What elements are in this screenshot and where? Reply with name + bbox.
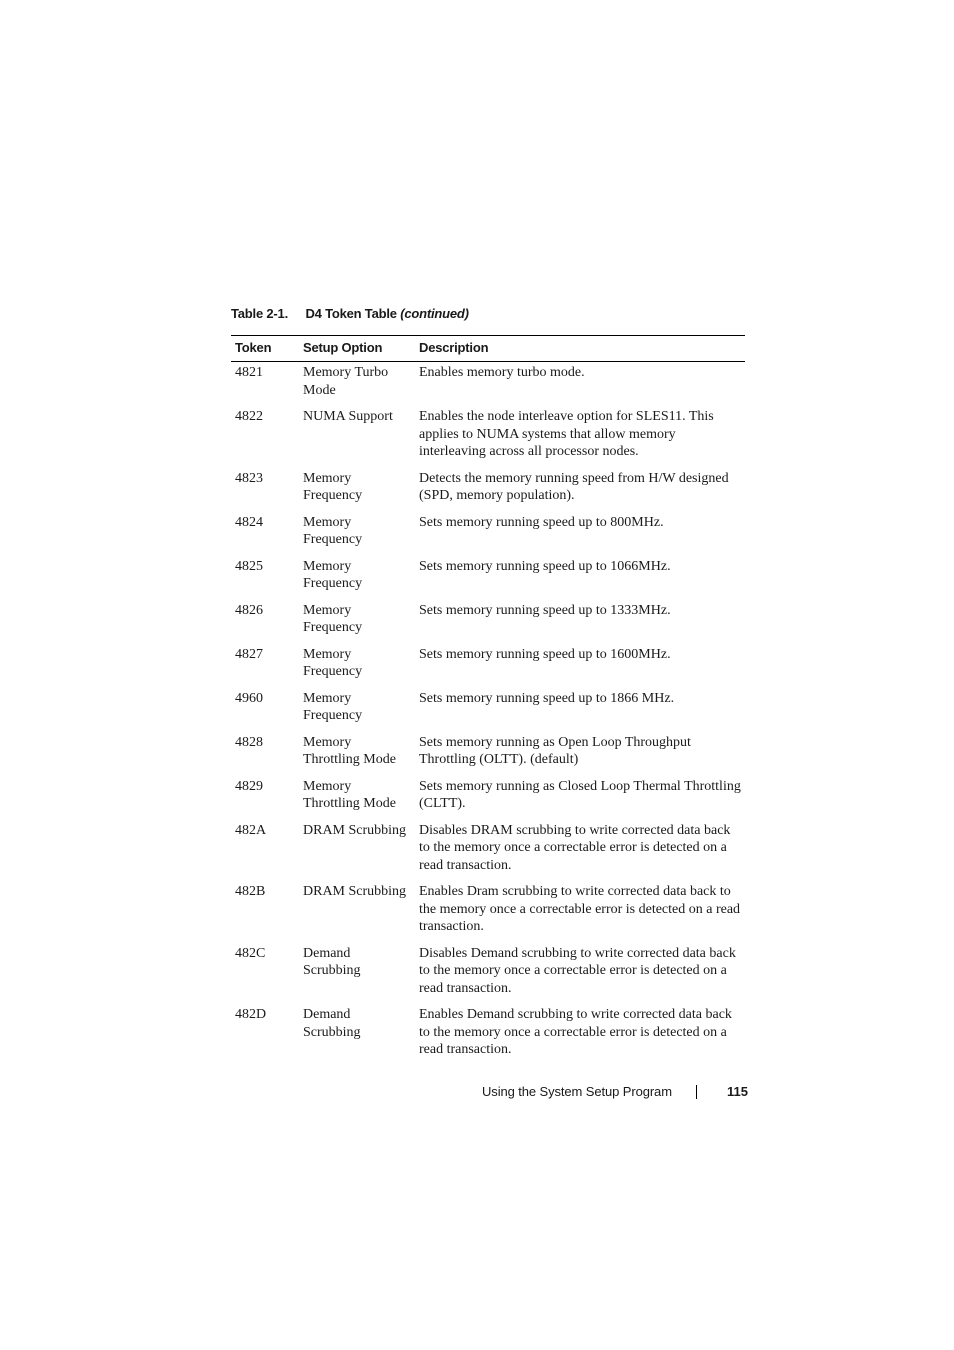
description-cell: Sets memory running speed up to 1600MHz.: [419, 646, 671, 662]
table-row: [231, 777, 745, 821]
description-cell: Disables Demand scrubbing to write corrected data back to the memory once a correctable error is detected on a read transaction.: [419, 945, 736, 996]
table-row: [231, 469, 745, 513]
setup-option-cell: Memory Throttling Mode: [303, 778, 396, 811]
token-cell: 482B: [235, 884, 266, 899]
token-cell: 482C: [235, 945, 266, 961]
token-table: [231, 335, 745, 1067]
header-token: Token: [231, 336, 299, 362]
table-row: [231, 689, 745, 733]
setup-option-cell: Demand Scrubbing: [303, 1007, 361, 1040]
token-cell: 4960: [235, 690, 263, 706]
description-cell: Sets memory running speed up to 1866 MHz.: [419, 690, 675, 706]
setup-option-cell: DRAM Scrubbing: [303, 822, 407, 838]
table-title: D4 Token Table: [305, 306, 397, 321]
description-cell: Detects the memory running speed from H/W designed (SPD, memory population).: [419, 470, 729, 503]
setup-option-cell: Memory Frequency: [303, 690, 363, 723]
page-number: 115: [727, 1084, 748, 1099]
description-cell: Enables Demand scrubbing to write corrected data back to the memory once a correctable error is detected on a read transaction.: [419, 1007, 732, 1057]
table-number: Table 2-1.: [231, 306, 289, 321]
description-cell: Enables Dram scrubbing to write corrected data back to the memory once a correctable error is detected on a read transaction.: [419, 884, 741, 934]
table-caption: [231, 306, 469, 321]
token-cell: 4822: [235, 409, 263, 424]
token-cell: 4826: [235, 602, 263, 618]
table-row: [231, 601, 745, 645]
setup-option-cell: Memory Throttling Mode: [303, 734, 396, 767]
table-header-row: [231, 336, 745, 362]
table-continued: (continued): [400, 306, 469, 321]
description-cell: Sets memory running speed up to 1333MHz.: [419, 602, 671, 618]
table-row: [231, 944, 745, 1006]
token-cell: 4823: [235, 470, 263, 486]
description-cell: Sets memory running speed up to 1066MHz.: [419, 558, 671, 574]
token-cell: 4827: [235, 646, 263, 662]
token-cell: 482A: [235, 822, 267, 838]
description-cell: Enables the node interleave option for SLES11. This applies to NUMA systems that allow memory interleaving across all processor nodes.: [419, 409, 714, 459]
token-cell: 4828: [235, 734, 263, 750]
description-cell: Enables memory turbo mode.: [419, 365, 585, 380]
table-row: [231, 821, 745, 883]
description-cell: Disables DRAM scrubbing to write corrected data back to the memory once a correctable error is detected on a read transaction.: [419, 822, 731, 873]
setup-option-cell: DRAM Scrubbing: [303, 884, 407, 899]
token-cell: 4829: [235, 778, 263, 794]
table-row: [231, 513, 745, 557]
footer-separator: [696, 1085, 697, 1099]
header-setup-option: Setup Option: [299, 336, 415, 362]
token-cell: 482D: [235, 1007, 267, 1022]
header-description: Description: [415, 336, 745, 362]
setup-option-cell: NUMA Support: [303, 409, 393, 424]
token-cell: 4821: [235, 365, 263, 380]
setup-option-cell: Memory Frequency: [303, 470, 363, 503]
footer-section-title: Using the System Setup Program: [482, 1084, 672, 1099]
token-cell: 4824: [235, 514, 263, 530]
setup-option-cell: Memory Frequency: [303, 558, 363, 591]
description-cell: Sets memory running as Closed Loop Thermal Throttling (CLTT).: [419, 778, 741, 811]
table-row: [231, 362, 745, 408]
token-cell: 4825: [235, 558, 263, 574]
table-row: [231, 882, 745, 944]
setup-option-cell: Memory Turbo Mode: [303, 365, 389, 398]
description-cell: Sets memory running as Open Loop Throughput Throttling (OLTT). (default): [419, 734, 691, 767]
table-row: [231, 557, 745, 601]
setup-option-cell: Memory Frequency: [303, 646, 363, 679]
description-cell: Sets memory running speed up to 800MHz.: [419, 514, 664, 530]
setup-option-cell: Memory Frequency: [303, 602, 363, 635]
table-row: [231, 645, 745, 689]
table-row: [231, 1005, 745, 1067]
table-row: [231, 733, 745, 777]
setup-option-cell: Demand Scrubbing: [303, 945, 361, 978]
table-row: [231, 407, 745, 469]
setup-option-cell: Memory Frequency: [303, 514, 363, 547]
